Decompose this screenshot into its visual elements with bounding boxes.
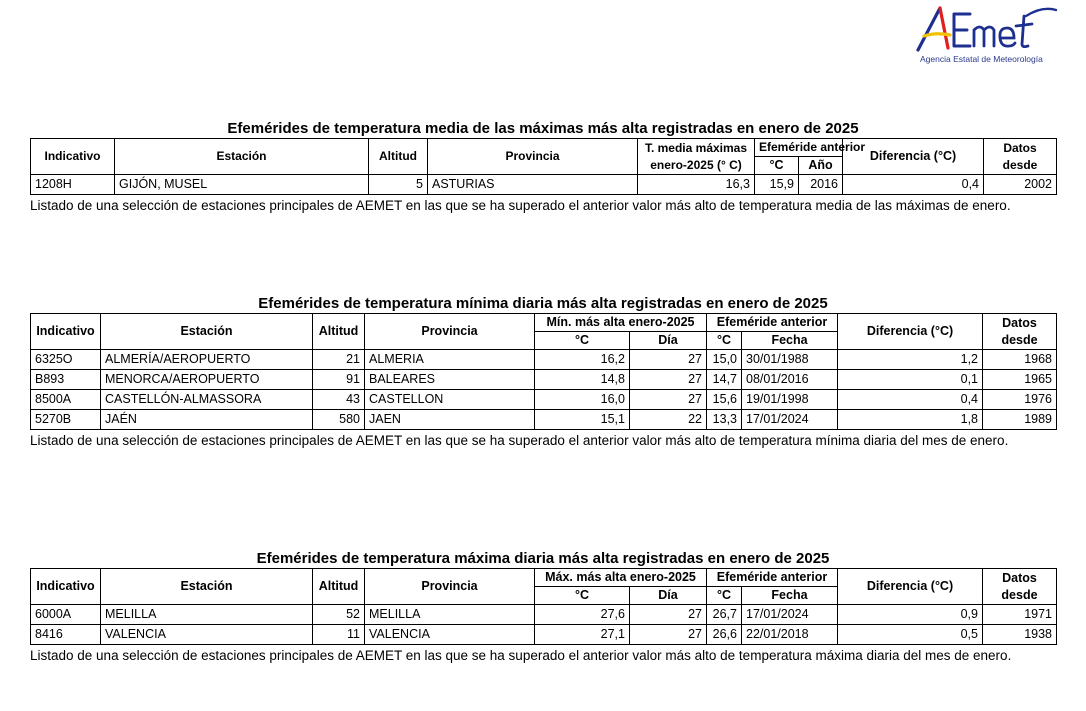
col-datos-desde	[983, 569, 1057, 605]
col-estacion: Estación	[101, 569, 313, 605]
col-ef-c: °C	[755, 157, 799, 175]
col-ef-fecha: Fecha	[742, 332, 838, 350]
cell-estacion: GIJÓN, MUSEL	[115, 175, 369, 195]
cell-valor: 27,1	[535, 625, 630, 645]
table-row	[31, 370, 1057, 390]
cell-provincia: ALMERIA	[365, 350, 535, 370]
cell-desde: 1968	[983, 350, 1057, 370]
cell-estacion: MELILLA	[101, 605, 313, 625]
cell-valor: 16,3	[638, 175, 755, 195]
col-datos-line1: Datos	[1003, 140, 1037, 155]
cell-altitud: 52	[313, 605, 365, 625]
section-minima-diaria	[30, 294, 1056, 451]
cell-ef-c: 15,0	[707, 350, 742, 370]
col-altitud: Altitud	[313, 569, 365, 605]
cell-valor: 15,1	[535, 410, 630, 430]
cell-valor: 14,8	[535, 370, 630, 390]
cell-valor: 16,2	[535, 350, 630, 370]
col-datos-line1: Datos	[1002, 570, 1037, 585]
col-datos-line2: desde	[1001, 332, 1038, 347]
cell-altitud: 11	[313, 625, 365, 645]
cell-ef-c: 26,7	[707, 605, 742, 625]
cell-dia: 27	[630, 625, 707, 645]
cell-ef-c: 14,7	[707, 370, 742, 390]
efemerides-table-maxima-diaria	[30, 568, 1057, 645]
col-diferencia: Diferencia (°C)	[843, 139, 984, 175]
cell-ef-fecha: 19/01/1998	[742, 390, 838, 410]
col-valor-group: Máx. más alta enero-2025	[535, 569, 707, 587]
cell-indicativo: 6325O	[31, 350, 101, 370]
cell-provincia: VALENCIA	[365, 625, 535, 645]
table-title: Efemérides de temperatura máxima diaria más alta registradas en enero de 2025	[256, 550, 830, 567]
cell-ef-c: 26,6	[707, 625, 742, 645]
section-media-maximas	[30, 119, 1056, 216]
cell-ef-fecha: 30/01/1988	[742, 350, 838, 370]
col-ef-fecha: Fecha	[742, 587, 838, 605]
col-valor-line1: T. media máximas	[644, 140, 748, 155]
col-datos-desde	[984, 139, 1057, 175]
col-valor-group: Mín. más alta enero-2025	[535, 314, 707, 332]
cell-ef-fecha: 17/01/2024	[742, 410, 838, 430]
efemerides-table-media-maximas	[30, 138, 1057, 195]
col-indicativo: Indicativo	[31, 139, 115, 175]
cell-diferencia: 0,1	[838, 370, 983, 390]
table-note: Listado de una selección de estaciones principales de AEMET en las que se ha superado el anterior valor más alto de temperatura mínima diaria del mes de enero.	[30, 433, 1009, 448]
cell-provincia: JAEN	[365, 410, 535, 430]
cell-diferencia: 1,8	[838, 410, 983, 430]
cell-ef-c: 15,6	[707, 390, 742, 410]
col-datos-line1: Datos	[1002, 315, 1037, 330]
table-note: Listado de una selección de estaciones principales de AEMET en las que se ha superado el anterior valor más alto de temperatura máxima diaria del mes de enero.	[30, 648, 1012, 663]
col-efemeride-anterior: Efeméride anterior	[707, 314, 838, 332]
cell-diferencia: 0,4	[843, 175, 984, 195]
col-estacion: Estación	[101, 314, 313, 350]
col-valor-c: °C	[535, 587, 630, 605]
aemet-logo-graphic	[914, 2, 1064, 54]
cell-provincia: BALEARES	[365, 370, 535, 390]
cell-provincia: MELILLA	[365, 605, 535, 625]
col-valor-dia: Día	[630, 332, 707, 350]
col-datos-line2: desde	[1002, 157, 1038, 172]
cell-desde: 1938	[983, 625, 1057, 645]
cell-ef-c: 13,3	[707, 410, 742, 430]
cell-desde: 1976	[983, 390, 1057, 410]
cell-ef-anio: 2016	[799, 175, 843, 195]
col-diferencia: Diferencia (°C)	[838, 314, 983, 350]
table-row	[31, 390, 1057, 410]
col-datos-desde	[983, 314, 1057, 350]
col-efemeride-anterior: Efeméride anterior	[707, 569, 838, 587]
col-valor	[638, 139, 755, 175]
col-provincia: Provincia	[428, 139, 638, 175]
table-row	[31, 350, 1057, 370]
cell-dia: 27	[630, 370, 707, 390]
col-efemeride-anterior: Efeméride anterior	[755, 139, 843, 157]
cell-desde: 1971	[983, 605, 1057, 625]
cell-provincia: CASTELLON	[365, 390, 535, 410]
col-valor-c: °C	[535, 332, 630, 350]
col-valor-dia: Día	[630, 587, 707, 605]
col-ef-c: °C	[707, 332, 742, 350]
col-valor-line2: enero-2025 (° C)	[650, 157, 742, 172]
section-maxima-diaria	[30, 549, 1056, 666]
cell-indicativo: 8500A	[31, 390, 101, 410]
col-estacion: Estación	[115, 139, 369, 175]
cell-ef-fecha: 22/01/2018	[742, 625, 838, 645]
cell-ef-c: 15,9	[755, 175, 799, 195]
cell-altitud: 91	[313, 370, 365, 390]
cell-diferencia: 0,9	[838, 605, 983, 625]
cell-estacion: CASTELLÓN-ALMASSORA	[101, 390, 313, 410]
cell-indicativo: 1208H	[31, 175, 115, 195]
table-title: Efemérides de temperatura mínima diaria más alta registradas en enero de 2025	[258, 295, 828, 312]
table-row	[31, 175, 1057, 195]
cell-diferencia: 1,2	[838, 350, 983, 370]
cell-ef-fecha: 17/01/2024	[742, 605, 838, 625]
col-indicativo: Indicativo	[31, 569, 101, 605]
col-ef-anio: Año	[799, 157, 843, 175]
cell-valor: 27,6	[535, 605, 630, 625]
cell-indicativo: 6000A	[31, 605, 101, 625]
cell-dia: 22	[630, 410, 707, 430]
cell-estacion: ALMERÍA/AEROPUERTO	[101, 350, 313, 370]
cell-altitud: 580	[313, 410, 365, 430]
aemet-logo	[914, 2, 1064, 68]
cell-indicativo: B893	[31, 370, 101, 390]
col-provincia: Provincia	[365, 314, 535, 350]
cell-desde: 1965	[983, 370, 1057, 390]
table-row	[31, 605, 1057, 625]
table-row	[31, 625, 1057, 645]
col-altitud: Altitud	[369, 139, 428, 175]
cell-desde: 1989	[983, 410, 1057, 430]
cell-dia: 27	[630, 605, 707, 625]
cell-indicativo: 5270B	[31, 410, 101, 430]
cell-indicativo: 8416	[31, 625, 101, 645]
col-ef-c: °C	[707, 587, 742, 605]
col-datos-line2: desde	[1001, 587, 1038, 602]
cell-ef-fecha: 08/01/2016	[742, 370, 838, 390]
col-altitud: Altitud	[313, 314, 365, 350]
col-indicativo: Indicativo	[31, 314, 101, 350]
cell-altitud: 43	[313, 390, 365, 410]
cell-estacion: MENORCA/AEROPUERTO	[101, 370, 313, 390]
cell-altitud: 21	[313, 350, 365, 370]
table-title: Efemérides de temperatura media de las máximas más alta registradas en enero de 2025	[227, 120, 859, 137]
cell-altitud: 5	[369, 175, 428, 195]
aemet-logo-subtitle: Agencia Estatal de Meteorología	[920, 54, 1043, 64]
cell-desde: 2002	[984, 175, 1057, 195]
cell-diferencia: 0,5	[838, 625, 983, 645]
col-diferencia: Diferencia (°C)	[838, 569, 983, 605]
cell-dia: 27	[630, 350, 707, 370]
cell-estacion: JAÉN	[101, 410, 313, 430]
cell-provincia: ASTURIAS	[428, 175, 638, 195]
col-provincia: Provincia	[365, 569, 535, 605]
efemerides-table-minima-diaria	[30, 313, 1057, 430]
cell-diferencia: 0,4	[838, 390, 983, 410]
table-note: Listado de una selección de estaciones principales de AEMET en las que se ha superado el anterior valor más alto de temperatura media de las máximas de enero.	[30, 198, 1011, 213]
table-row	[31, 410, 1057, 430]
cell-valor: 16,0	[535, 390, 630, 410]
cell-estacion: VALENCIA	[101, 625, 313, 645]
cell-dia: 27	[630, 390, 707, 410]
